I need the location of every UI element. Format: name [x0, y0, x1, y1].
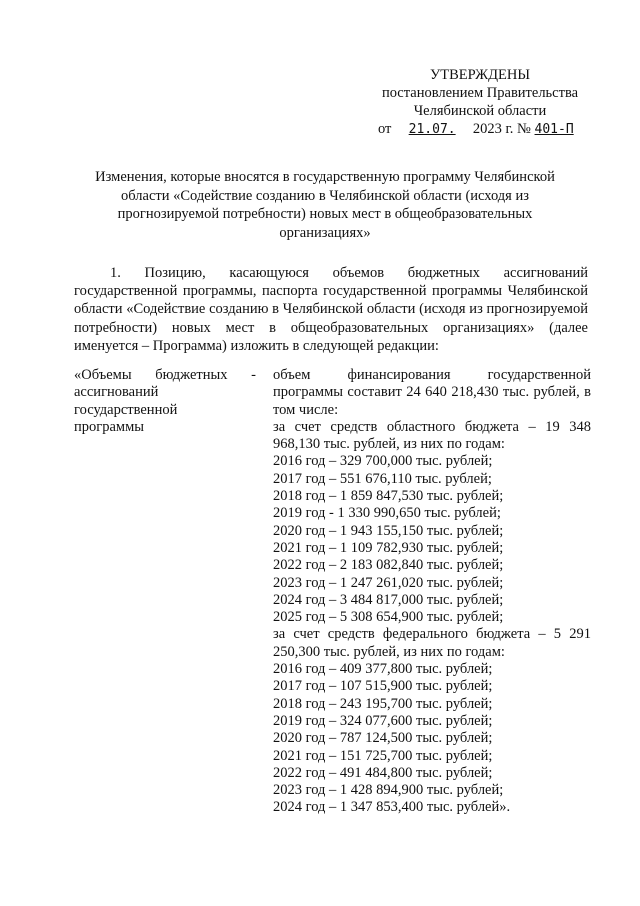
federal-year-line: 2017 год – 107 515,900 тыс. рублей;: [273, 678, 493, 695]
date-prefix: от: [378, 121, 392, 137]
table-left-line-1: «Объемы бюджетных -: [74, 367, 256, 383]
table-right-column: [273, 367, 591, 817]
year-text: 2023 г. №: [472, 121, 531, 137]
approval-line-2: Челябинской области: [413, 103, 547, 119]
handwritten-number: 401-П: [534, 122, 574, 137]
federal-year-line: 2022 год – 491 484,800 тыс. рублей;: [273, 764, 493, 781]
approval-title: УТВЕРЖДЕНЫ: [429, 67, 531, 83]
federal-year-line: 2019 год – 324 077,600 тыс. рублей;: [273, 712, 493, 729]
regional-year-line: 2022 год – 2 183 082,840 тыс. рублей;: [273, 557, 504, 574]
regional-year-line: 2025 год – 5 308 654,900 тыс. рублей;: [273, 609, 504, 626]
federal-years-list: [273, 661, 591, 817]
regional-year-line: 2018 год – 1 859 847,530 тыс. рублей;: [273, 488, 504, 505]
approval-block: [380, 66, 580, 139]
regional-year-line: 2019 год - 1 330 990,650 тыс. рублей;: [273, 505, 501, 522]
federal-year-line: 2024 год – 1 347 853,400 тыс. рублей».: [273, 799, 511, 816]
federal-year-line: 2021 год – 151 725,700 тыс. рублей;: [273, 747, 493, 764]
regional-year-line: 2016 год – 329 700,000 тыс. рублей;: [273, 453, 493, 470]
regional-budget-intro: за счет средств областного бюджета – 19 348 968,130 тыс. рублей, из них по годам:: [273, 418, 591, 453]
approval-line-1: постановлением Правительства: [381, 85, 579, 101]
regional-years-list: [273, 453, 591, 626]
table-left-line-3: государственной: [74, 401, 178, 418]
table-left-line-4: программы: [74, 418, 144, 435]
funding-total: объем финансирования государственной программы составит 24 640 218,430 тыс. рублей, в том числе:: [273, 367, 591, 418]
approval-date-line: [378, 120, 580, 139]
handwritten-date: 21.07.: [408, 122, 456, 137]
paragraph-1-text: 1. Позицию, касающуюся объемов бюджетных ассигнований государственной программы, паспорта государственной программы Челябинской области «Содействие созданию в Челябинской области (исходя из прогнозируемой потребности) новых мест в общеобразовательных организациях» (далее именуется – Программа) изложить в следующей редакции:: [74, 265, 588, 354]
table-left-column: [74, 367, 256, 436]
federal-year-line: 2016 год – 409 377,800 тыс. рублей;: [273, 661, 493, 678]
federal-year-line: 2020 год – 787 124,500 тыс. рублей;: [273, 730, 493, 747]
regional-year-line: 2024 год – 3 484 817,000 тыс. рублей;: [273, 591, 504, 608]
federal-budget-intro: за счет средств федерального бюджета – 5 291 250,300 тыс. рублей, из них по годам:: [273, 626, 591, 660]
federal-year-line: 2023 год – 1 428 894,900 тыс. рублей;: [273, 782, 504, 799]
document-heading: Изменения, которые вносятся в государственную программу Челябинской области «Содействие созданию в Челябинской области (исходя из прогнозируемой потребности) новых мест в общеобразовательных организациях»: [95, 169, 555, 241]
regional-year-line: 2017 год – 551 676,110 тыс. рублей;: [273, 470, 492, 487]
regional-year-line: 2020 год – 1 943 155,150 тыс. рублей;: [273, 522, 504, 539]
federal-year-line: 2018 год – 243 195,700 тыс. рублей;: [273, 695, 493, 712]
regional-year-line: 2023 год – 1 247 261,020 тыс. рублей;: [273, 574, 504, 591]
paragraph-1: [74, 264, 588, 355]
regional-year-line: 2021 год – 1 109 782,930 тыс. рублей;: [273, 539, 504, 556]
table-left-line-2: ассигнований: [74, 384, 159, 401]
